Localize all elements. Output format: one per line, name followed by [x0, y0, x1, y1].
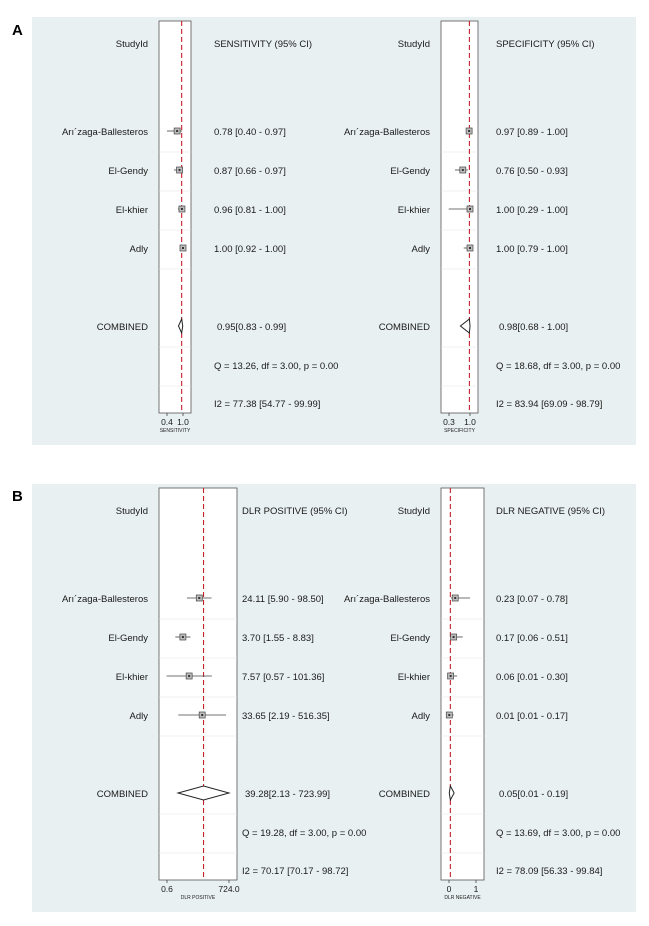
study-name: El-Gendy — [108, 166, 148, 177]
study-name: El-Gendy — [108, 633, 148, 644]
study-name: Arı´zaga-Ballesteros — [343, 127, 430, 138]
combined-label: COMBINED — [96, 789, 148, 800]
point-estimate-center — [179, 169, 181, 171]
estimate-ci-label: 1.00 [0.29 - 1.00] — [496, 205, 568, 216]
estimate-ci-label: 0.23 [0.07 - 0.78] — [496, 594, 568, 605]
combined-label: COMBINED — [378, 789, 430, 800]
heterogeneity-q: Q = 19.28, df = 3.00, p = 0.00 — [242, 828, 367, 839]
combined-estimate-label: 0.05[0.01 - 0.19] — [499, 789, 569, 800]
forest-plot-dlr-positive — [62, 488, 366, 901]
point-estimate-center — [188, 675, 190, 677]
combined-estimate-label: 0.98[0.68 - 1.00] — [499, 322, 569, 333]
estimate-ci-label: 3.70 [1.55 - 8.83] — [242, 633, 314, 644]
point-estimate-center — [176, 130, 178, 132]
axis-title: SPECIFICITY — [444, 428, 475, 434]
axis-tick-label: 0.3 — [443, 417, 455, 427]
forest-plot-dlr-negative — [344, 488, 620, 901]
panel-letter-b: B — [12, 488, 23, 505]
estimate-ci-header: SENSITIVITY (95% CI) — [214, 39, 313, 50]
estimate-ci-label: 24.11 [5.90 - 98.50] — [242, 594, 324, 605]
point-estimate-center — [182, 247, 184, 249]
study-name: Adly — [411, 711, 430, 722]
point-estimate-center — [181, 208, 183, 210]
axis-tick-label: 724.0 — [218, 884, 240, 894]
forest-plot-panel-b — [32, 484, 636, 912]
estimate-ci-label: 0.87 [0.66 - 0.97] — [214, 166, 286, 177]
study-id-header: StudyId — [397, 506, 430, 517]
estimate-ci-label: 7.57 [0.57 - 101.36] — [242, 672, 325, 683]
study-name: El-khier — [397, 205, 430, 216]
heterogeneity-i2: I2 = 77.38 [54.77 - 99.99] — [214, 399, 321, 410]
study-name: El-khier — [115, 672, 148, 683]
estimate-ci-label: 0.96 [0.81 - 1.00] — [214, 205, 286, 216]
point-estimate-center — [469, 208, 471, 210]
axis-tick-label: 1 — [473, 884, 479, 894]
study-id-header: StudyId — [115, 39, 148, 50]
study-name: Arı´zaga-Ballesteros — [61, 594, 148, 605]
study-name: El-khier — [115, 205, 148, 216]
combined-estimate-label: 39.28[2.13 - 723.99] — [245, 789, 331, 800]
heterogeneity-i2: I2 = 78.09 [56.33 - 99.84] — [496, 866, 603, 877]
point-estimate-center — [469, 247, 471, 249]
point-estimate-center — [468, 130, 470, 132]
axis-tick-label: 1.0 — [464, 417, 476, 427]
combined-estimate-label: 0.95[0.83 - 0.99] — [217, 322, 287, 333]
estimate-ci-label: 1.00 [0.79 - 1.00] — [496, 244, 568, 255]
panel-letter-a: A — [12, 22, 23, 39]
forest-plot-sensitivity — [62, 21, 338, 434]
plot-frame — [159, 488, 237, 880]
point-estimate-center — [462, 169, 464, 171]
study-id-header: StudyId — [115, 506, 148, 517]
heterogeneity-q: Q = 18.68, df = 3.00, p = 0.00 — [496, 361, 621, 372]
forest-plot-panel-a — [32, 17, 636, 445]
study-name: Arı´zaga-Ballesteros — [343, 594, 430, 605]
study-name: Adly — [129, 244, 148, 255]
axis-tick-label: 0 — [446, 884, 452, 894]
axis-title: DLR NEGATIVE — [444, 895, 481, 901]
plot-frame — [441, 21, 478, 413]
combined-label: COMBINED — [378, 322, 430, 333]
point-estimate-center — [198, 597, 200, 599]
study-name: El-Gendy — [390, 166, 430, 177]
estimate-ci-label: 0.01 [0.01 - 0.17] — [496, 711, 568, 722]
estimate-ci-label: 1.00 [0.92 - 1.00] — [214, 244, 286, 255]
combined-label: COMBINED — [96, 322, 148, 333]
axis-tick-label: 1.0 — [177, 417, 189, 427]
study-name: Adly — [129, 711, 148, 722]
estimate-ci-label: 0.97 [0.89 - 1.00] — [496, 127, 568, 138]
plot-frame — [159, 21, 191, 413]
estimate-ci-label: 33.65 [2.19 - 516.35] — [242, 711, 330, 722]
axis-title: DLR POSITIVE — [180, 895, 216, 901]
study-name: El-khier — [397, 672, 430, 683]
estimate-ci-label: 0.76 [0.50 - 0.93] — [496, 166, 568, 177]
estimate-ci-header: DLR POSITIVE (95% CI) — [242, 506, 348, 517]
point-estimate-center — [453, 636, 455, 638]
panel-a — [32, 17, 636, 445]
estimate-ci-label: 0.06 [0.01 - 0.30] — [496, 672, 568, 683]
forest-plot-specificity — [344, 21, 620, 434]
axis-tick-label: 0.6 — [161, 884, 173, 894]
study-id-header: StudyId — [397, 39, 430, 50]
heterogeneity-q: Q = 13.69, df = 3.00, p = 0.00 — [496, 828, 621, 839]
axis-title: SENSITIVITY — [159, 428, 191, 434]
axis-tick-label: 0.4 — [161, 417, 173, 427]
estimate-ci-header: SPECIFICITY (95% CI) — [496, 39, 595, 50]
plot-frame — [441, 488, 484, 880]
heterogeneity-q: Q = 13.26, df = 3.00, p = 0.00 — [214, 361, 339, 372]
study-name: El-Gendy — [390, 633, 430, 644]
estimate-ci-header: DLR NEGATIVE (95% CI) — [496, 506, 606, 517]
heterogeneity-i2: I2 = 70.17 [70.17 - 98.72] — [242, 866, 349, 877]
point-estimate-center — [201, 714, 203, 716]
point-estimate-center — [450, 675, 452, 677]
estimate-ci-label: 0.17 [0.06 - 0.51] — [496, 633, 568, 644]
study-name: Adly — [411, 244, 430, 255]
heterogeneity-i2: I2 = 83.94 [69.09 - 98.79] — [496, 399, 603, 410]
point-estimate-center — [448, 714, 450, 716]
point-estimate-center — [182, 636, 184, 638]
panel-b — [32, 484, 636, 912]
study-name: Arı´zaga-Ballesteros — [61, 127, 148, 138]
estimate-ci-label: 0.78 [0.40 - 0.97] — [214, 127, 286, 138]
point-estimate-center — [454, 597, 456, 599]
